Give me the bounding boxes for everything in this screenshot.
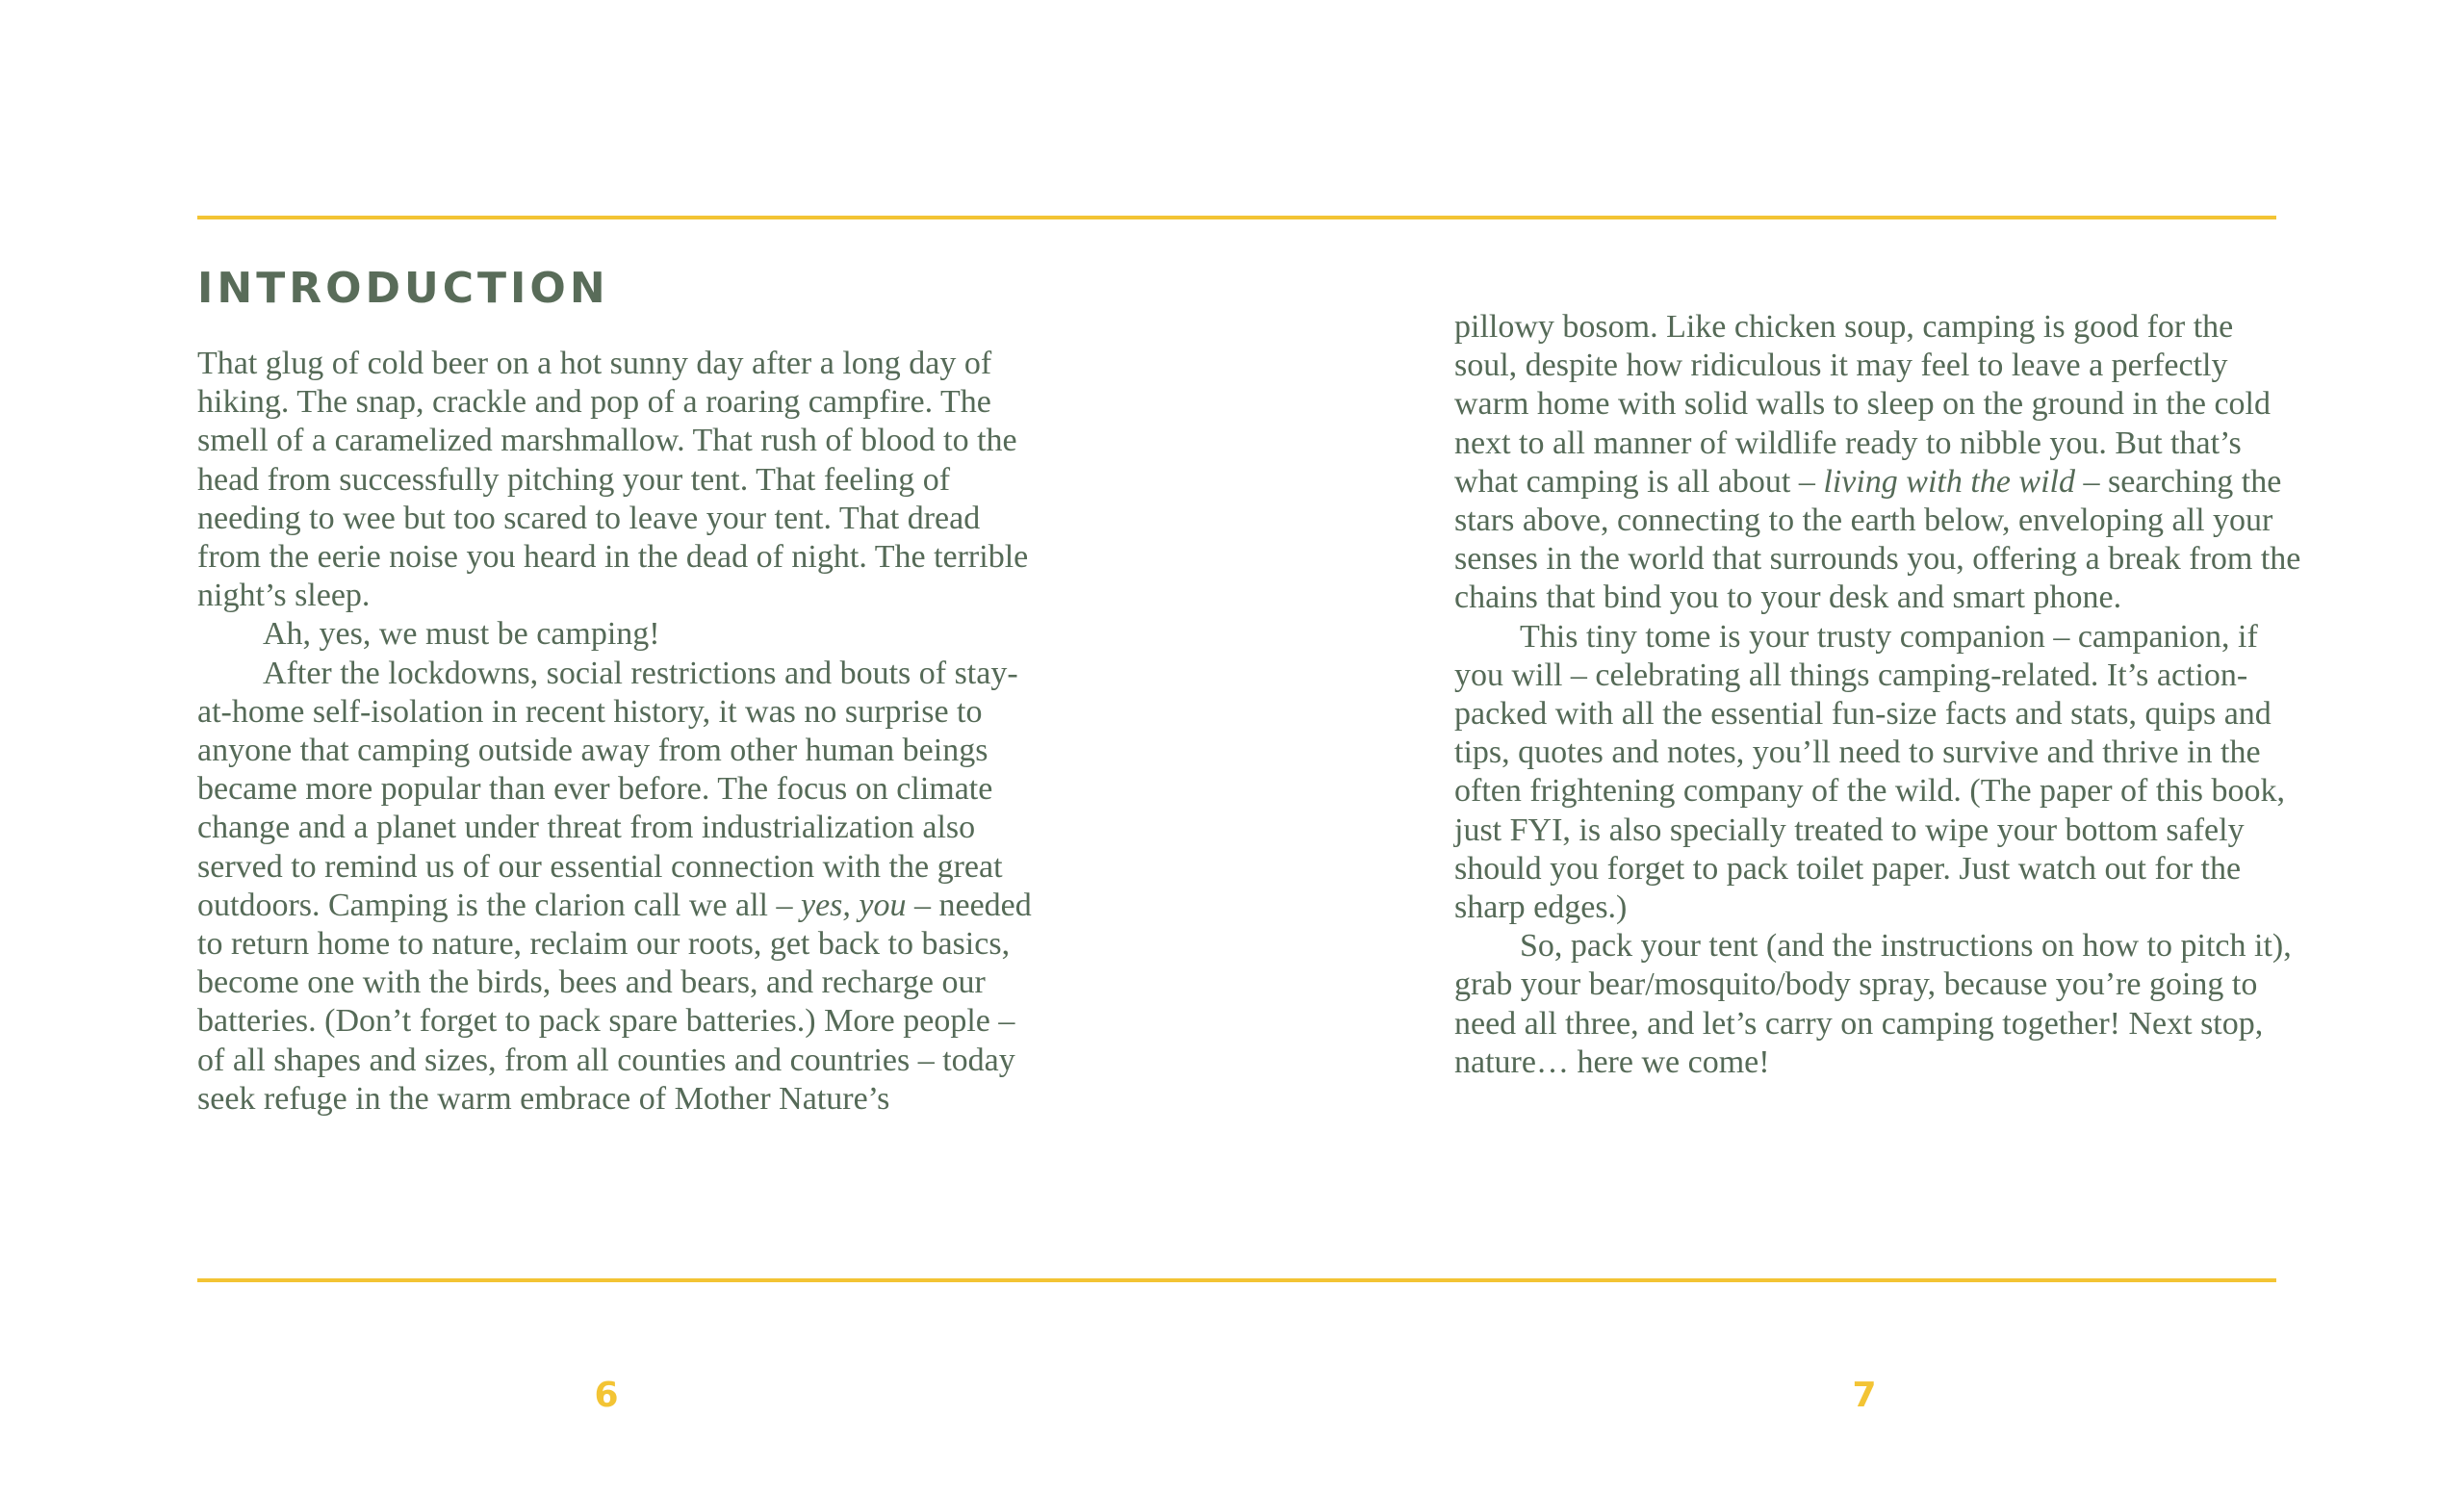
left-paragraph-3	[197, 655, 1044, 1119]
right-paragraph-1-text-a: pillowy bosom. Like chicken soup, camping is good for the soul, despite how ridiculous it may feel to leave a perfectly warm home with solid walls to sleep on the ground in the cold next to all manner of wildlife ready to nibble you. But that’s what camping is all about –	[1454, 309, 2271, 500]
right-paragraph-1-text-b: – searching the stars above, connecting to the earth below, enveloping all your senses in the world that surrounds you, offering a break from the chains that bind you to your desk and smart phone.	[1454, 463, 2301, 616]
bottom-rule	[197, 1278, 2276, 1282]
right-paragraph-1	[1454, 308, 2301, 618]
top-rule	[197, 216, 2276, 219]
right-paragraph-3: So, pack your tent (and the instructions on how to pitch it), grab your bear/mosquito/body spray, because you’re going to need all three, and let’s carry on camping together! Next stop, nature… here we come!	[1454, 928, 2292, 1080]
left-page-body	[197, 345, 1044, 1119]
right-paragraph-2: This tiny tome is your trusty companion – campanion, if you will – celebrating all things camping-related. It’s action-packed with all the essential fun-size facts and stats, quips and tips, quotes and notes, you’ll need to survive and thrive in the often frightening company of the wild. (The paper of this book, just FYI, is also specially treated to wipe your bottom safely should you forget to pack toilet paper. Just watch out for the sharp edges.)	[1454, 618, 2285, 926]
left-paragraph-3-text-a: After the lockdowns, social restrictions and bouts of stay-at-home self-isolation in recent history, it was no surprise to anyone that camping outside away from other human beings became more popular than ever before. The focus on climate change and a planet under threat from industrialization also served to remind us of our essential connection with the great outdoors. Camping is the clarion call we all –	[197, 655, 1018, 923]
chapter-heading: INTRODUCTION	[197, 264, 609, 313]
right-page-number: 7	[1852, 1376, 1877, 1415]
right-paragraph-1-emphasis: living with the wild	[1823, 463, 2075, 500]
left-paragraph-1: That glug of cold beer on a hot sunny day after a long day of hiking. The snap, crackle and pop of a roaring campfire. The smell of a caramelized marshmallow. That rush of blood to the head from successfully pitching your tent. That feeling of needing to wee but too scared to leave your tent. That dread from the eerie noise you heard in the dead of night. The terrible night’s sleep.	[197, 346, 1029, 614]
left-paragraph-2: Ah, yes, we must be camping!	[263, 616, 660, 653]
right-page-body	[1454, 308, 2301, 1082]
left-paragraph-3-text-b: – needed to return home to nature, reclaim our roots, get back to basics, become one with the birds, bees and bears, and recharge our batteries. (Don’t forget to pack spare batteries.) More people – of all shapes and sizes, from all counties and countries – today seek refuge in the warm embrace of Mother Nature’s	[197, 887, 1032, 1117]
left-paragraph-3-emphasis: yes, you	[800, 887, 907, 923]
left-page-number: 6	[594, 1376, 619, 1415]
